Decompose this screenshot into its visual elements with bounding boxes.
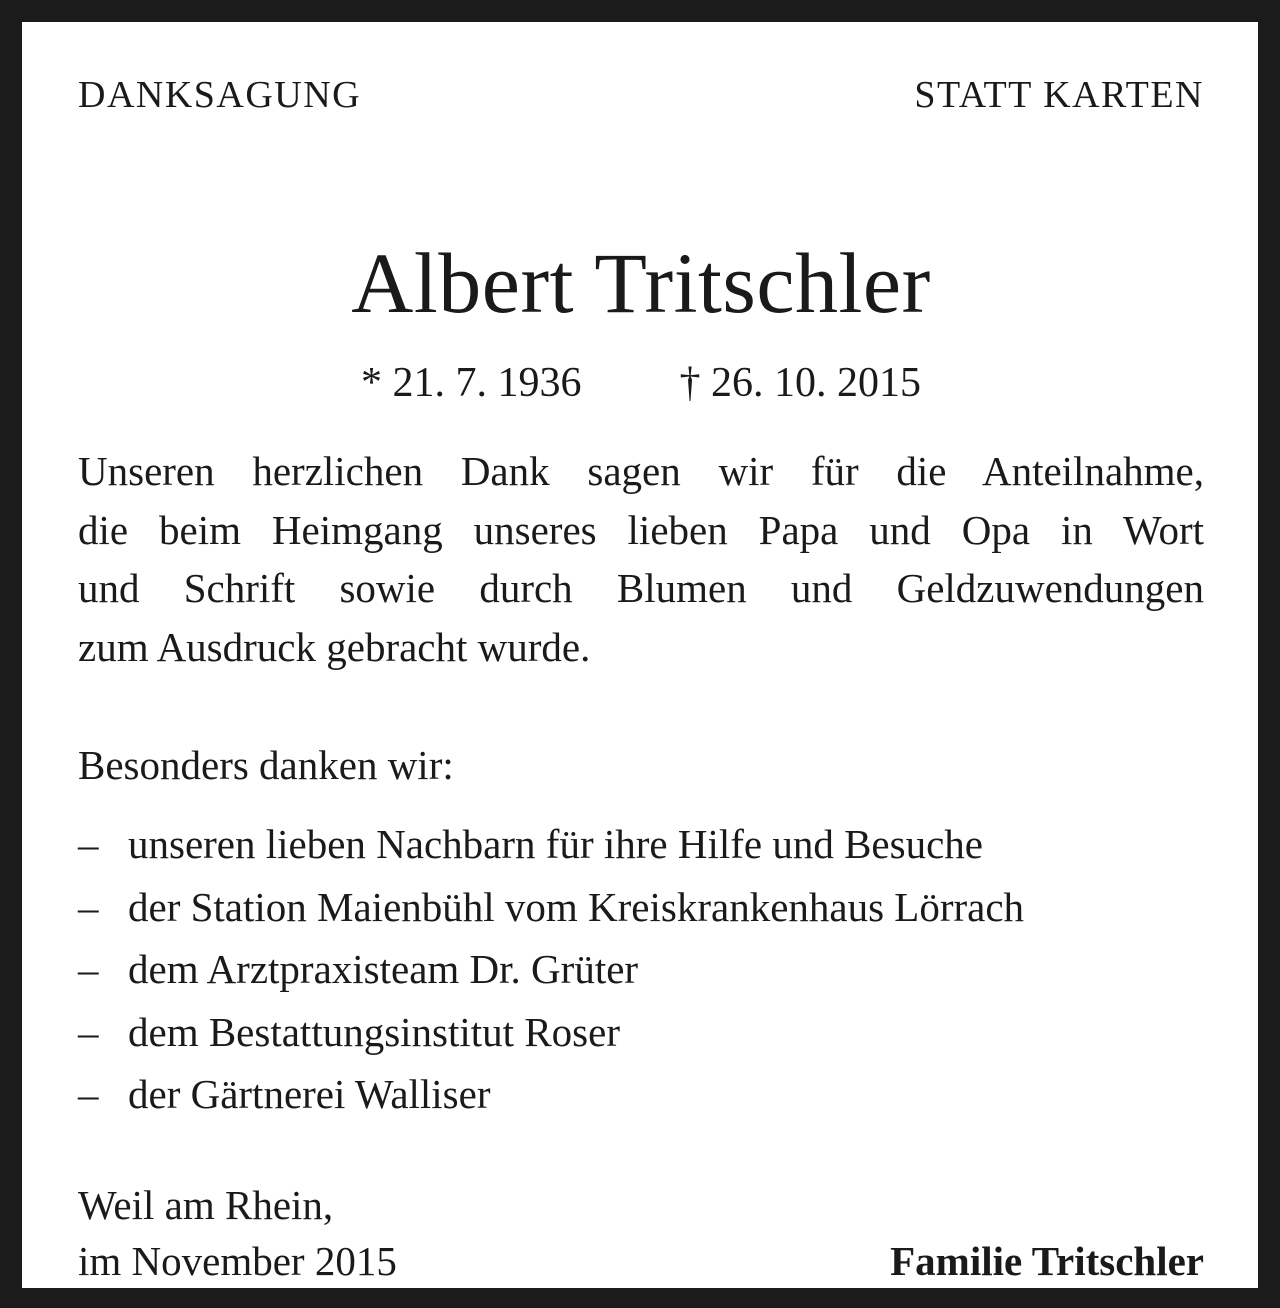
list-dash: –	[78, 821, 99, 867]
death-date: † 26. 10. 2015	[679, 360, 921, 406]
thanks-paragraph	[78, 442, 1204, 676]
header-right-label: STATT KARTEN	[914, 74, 1204, 116]
paragraph-line: die beim Heimgang unseres lieben Papa und Opa in Wort	[78, 506, 1204, 553]
birth-date: * 21. 7. 1936	[361, 360, 582, 406]
thanks-list	[78, 818, 1204, 1131]
list-dash: –	[78, 1071, 99, 1117]
list-item	[78, 818, 1204, 881]
place-and-date	[78, 1177, 397, 1289]
header-row	[78, 70, 1204, 120]
list-dash: –	[78, 883, 99, 930]
place-line: Weil am Rhein,	[78, 1182, 334, 1228]
paragraph-line: zum Ausdruck gebracht wurde.	[78, 623, 591, 670]
list-dash: –	[78, 946, 99, 992]
list-item	[78, 1068, 1204, 1131]
life-dates	[78, 358, 1204, 408]
list-item	[78, 1006, 1204, 1069]
deceased-name: Albert Tritschler	[351, 235, 931, 331]
header-left-label: DANKSAGUNG	[78, 74, 362, 116]
list-item-text: dem Bestattungsinstitut Roser	[128, 1008, 620, 1055]
date-line: im November 2015	[78, 1238, 397, 1284]
list-dash: –	[78, 1008, 99, 1055]
list-item	[78, 943, 1204, 1006]
list-item-text: unseren lieben Nachbarn für ihre Hilfe und Besuche	[128, 821, 983, 867]
family-signature: Familie Tritschler	[890, 1238, 1204, 1284]
list-item-text: der Station Maienbühl vom Kreiskrankenhaus Lörrach	[128, 883, 1025, 930]
paragraph-line: und Schrift sowie durch Blumen und Geldzuwendungen	[78, 565, 1204, 611]
notice-content	[78, 70, 1204, 1284]
list-item-text: der Gärtnerei Walliser	[128, 1071, 491, 1117]
list-item	[78, 881, 1204, 944]
thanks-intro: Besonders danken wir:	[78, 742, 454, 788]
paragraph-line: Unseren herzlichen Dank sagen wir für die Anteilnahme,	[78, 448, 1204, 494]
list-item-text: dem Arztpraxisteam Dr. Grüter	[128, 946, 639, 992]
